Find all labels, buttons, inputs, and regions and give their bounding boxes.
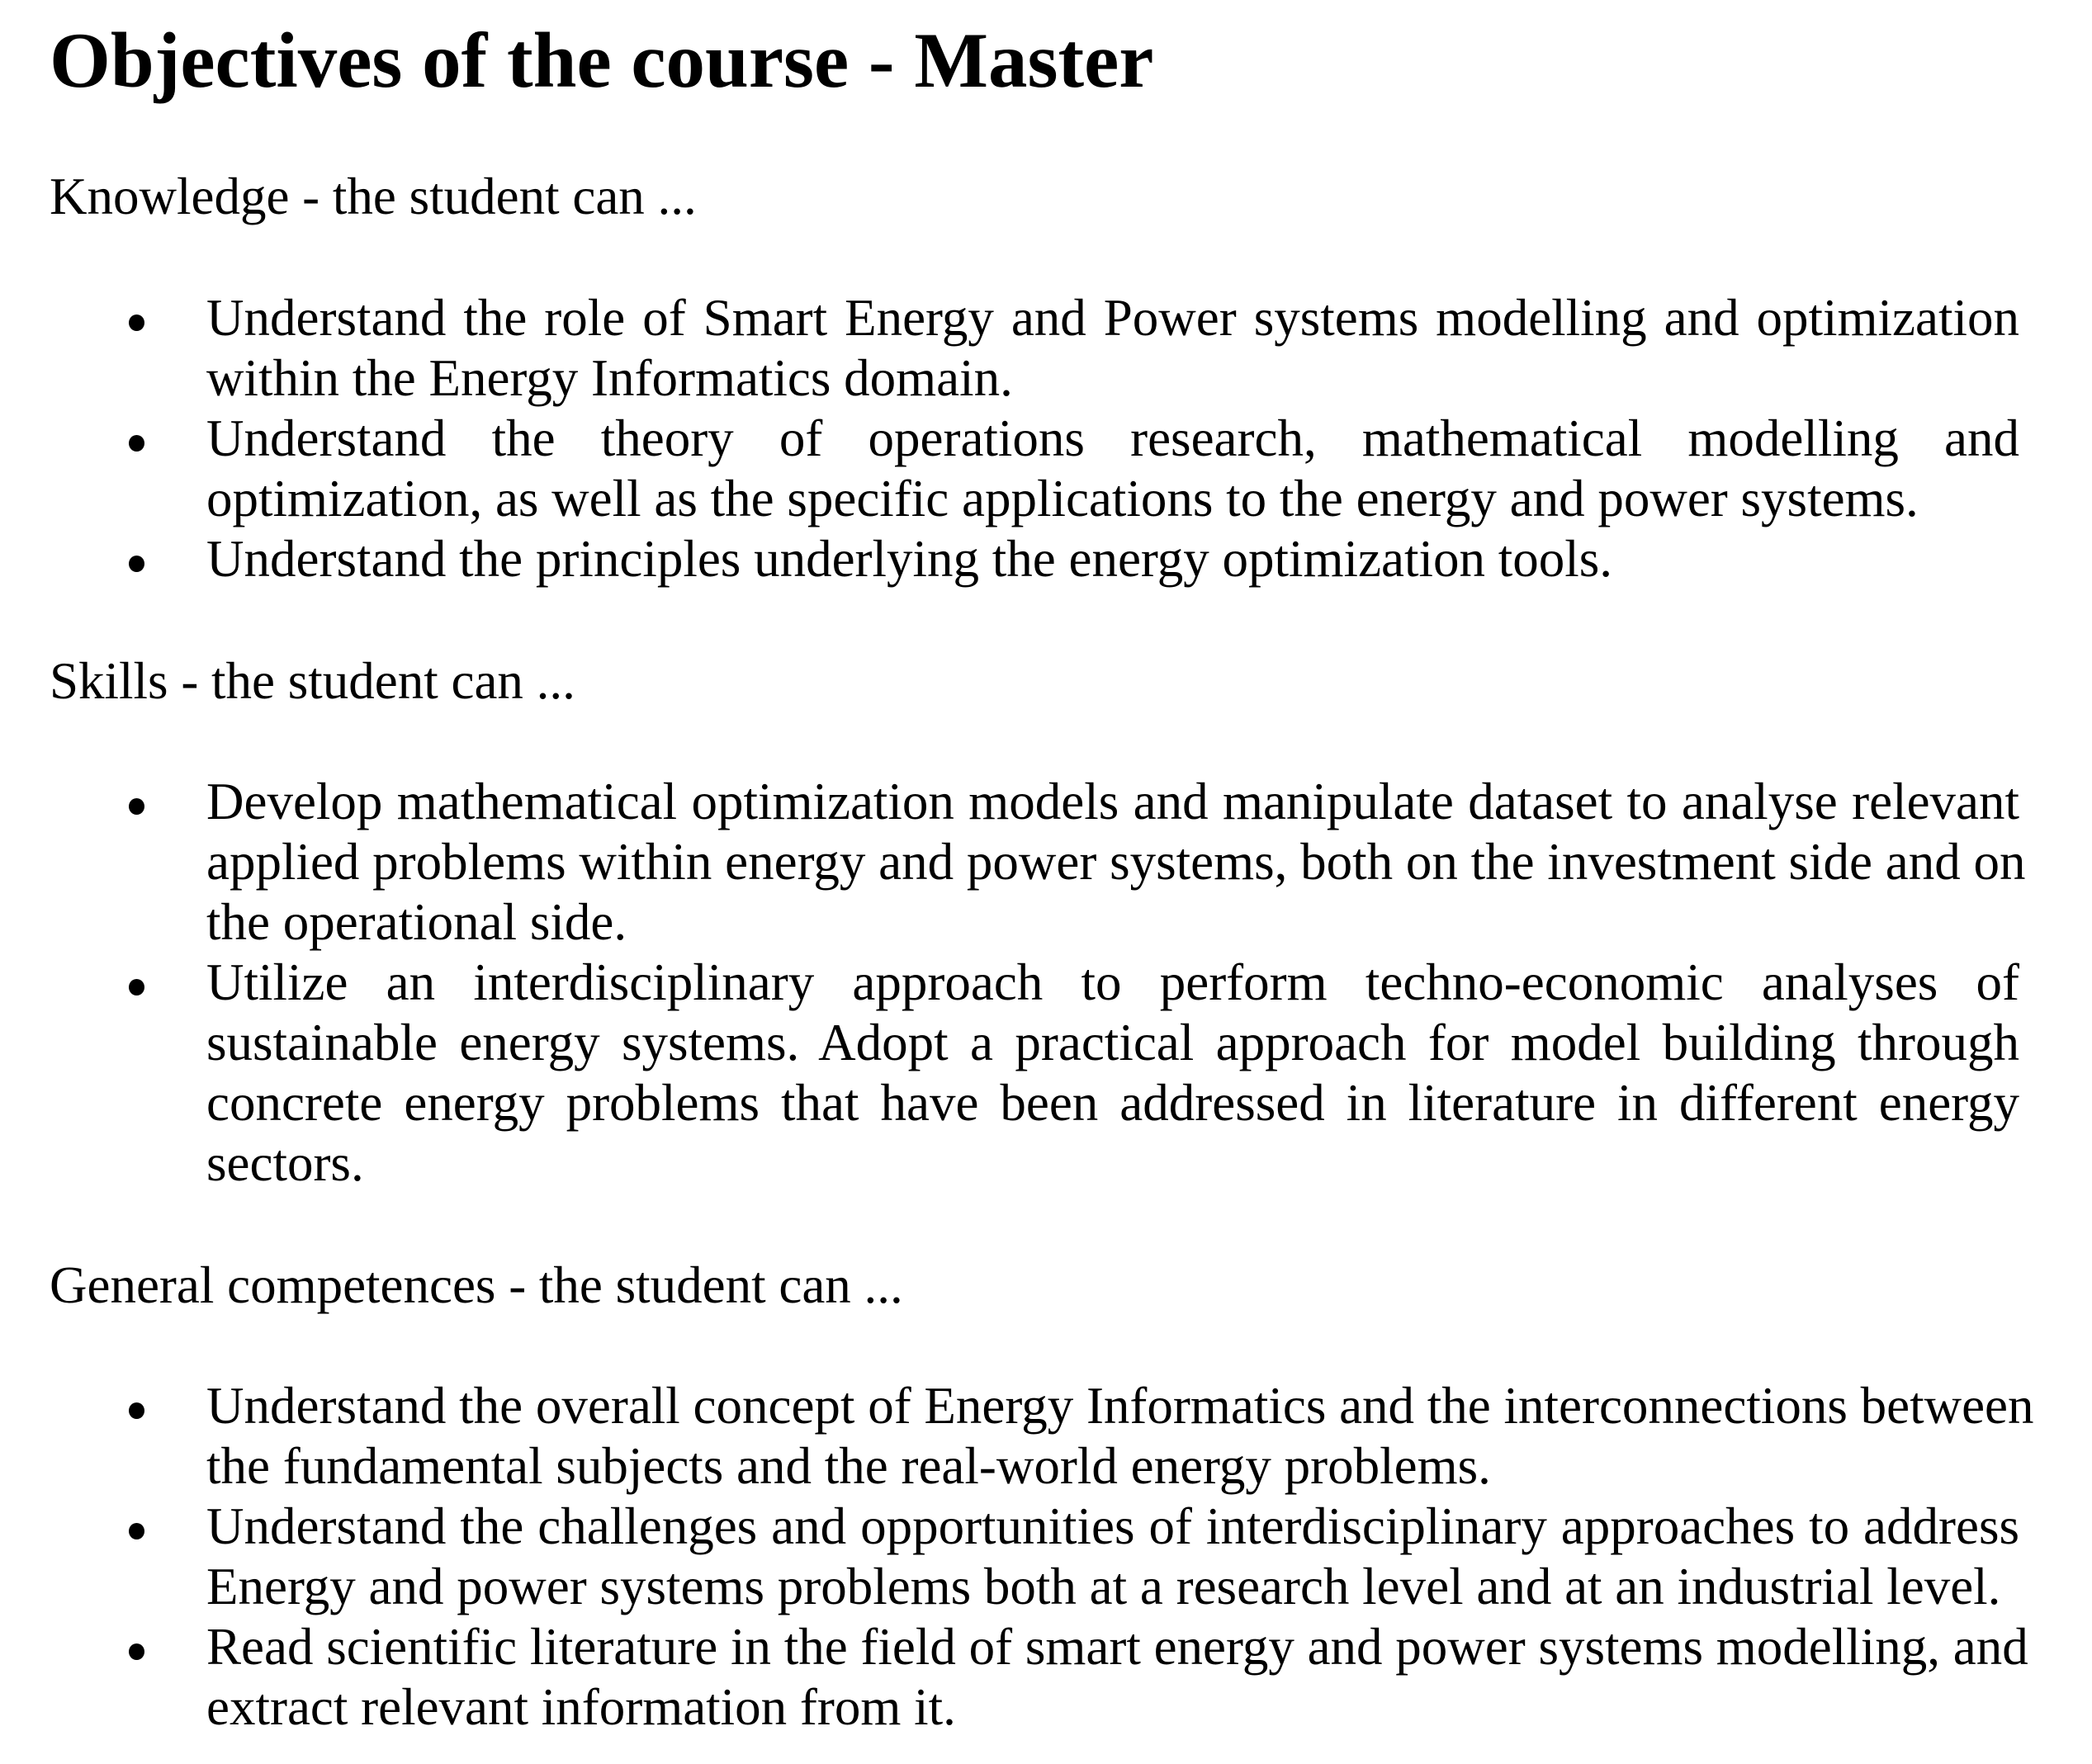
list-item-line: the operational side.	[206, 893, 627, 951]
skills-objectives-list	[0, 772, 2092, 1194]
list-item-line: applied problems within energy and power systems, both on the investment side and on	[206, 833, 2026, 891]
bullet-icon	[129, 1523, 144, 1539]
list-item-line: Utilize an interdisciplinary approach to perform techno-economic analyses of	[206, 953, 2019, 1011]
list-item-line: sectors.	[206, 1134, 364, 1192]
list-item-line: Understand the challenges and opportunities of interdisciplinary approaches to address	[206, 1497, 2019, 1555]
list-item	[0, 772, 2092, 953]
list-item	[0, 529, 2092, 589]
bullet-icon	[129, 1643, 144, 1660]
list-item-line: sustainable energy systems. Adopt a practical approach for model building through	[206, 1014, 2019, 1071]
bullet-icon	[129, 798, 144, 815]
list-item-line: Understand the overall concept of Energy Informatics and the interconnections between	[206, 1377, 2034, 1435]
list-item-line: extract relevant information from it.	[206, 1678, 956, 1736]
list-item	[0, 953, 2092, 1194]
list-item	[0, 1617, 2092, 1738]
list-item-line: Energy and power systems problems both at a research level and at an industrial level.	[206, 1558, 2001, 1615]
list-item-line: the fundamental subjects and the real-world energy problems.	[206, 1437, 1491, 1495]
list-item-line: Read scientific literature in the field of smart energy and power systems modelling, and	[206, 1618, 2028, 1676]
list-item-line: Understand the role of Smart Energy and Power systems modelling and optimization	[206, 289, 2019, 347]
list-item-line: concrete energy problems that have been addressed in literature in different energy	[206, 1074, 2019, 1132]
list-item	[0, 1497, 2092, 1617]
bullet-icon	[129, 435, 144, 452]
list-item-line: Understand the principles underlying the energy optimization tools.	[206, 530, 1612, 588]
section-heading-skills: Skills - the student can ...	[50, 652, 575, 710]
list-item-line: within the Energy Informatics domain.	[206, 349, 1013, 407]
list-item	[0, 1376, 2092, 1497]
knowledge-objectives-list	[0, 288, 2092, 589]
list-item-line: Develop mathematical optimization models and manipulate dataset to analyse relevant	[206, 773, 2019, 830]
list-item-line: optimization, as well as the specific applications to the energy and power systems.	[206, 470, 1919, 527]
list-item-line: Understand the theory of operations research, mathematical modelling and	[206, 409, 2019, 467]
bullet-icon	[129, 979, 144, 996]
bullet-icon	[129, 556, 144, 572]
bullet-icon	[129, 1402, 144, 1419]
section-heading-knowledge: Knowledge - the student can ...	[50, 168, 697, 225]
list-item	[0, 409, 2092, 529]
list-item	[0, 288, 2092, 409]
general-competences-objectives-list	[0, 1376, 2092, 1738]
page-title: Objectives of the course - Master	[50, 17, 1154, 104]
section-heading-general-competences: General competences - the student can ...	[50, 1256, 903, 1314]
bullet-icon	[129, 314, 144, 331]
